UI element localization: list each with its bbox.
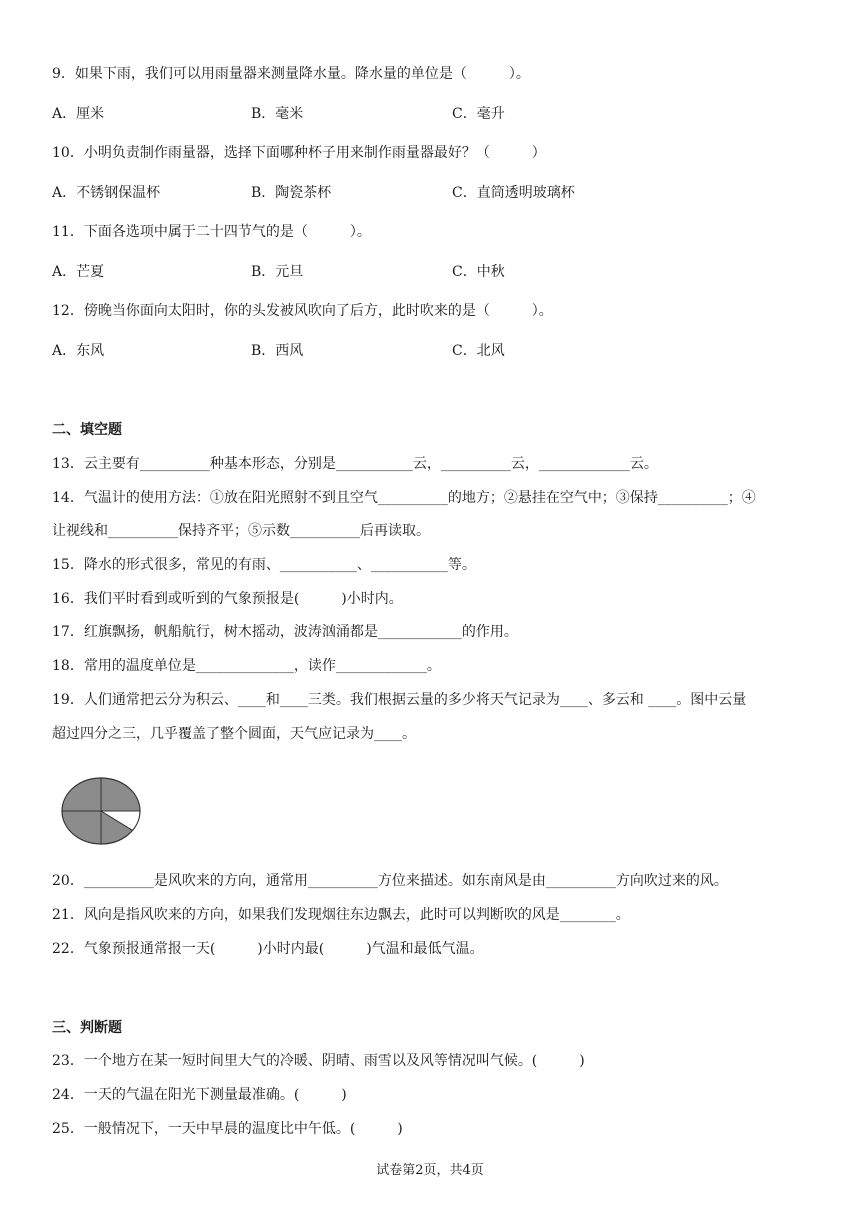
question-11-option-c: C．中秋: [452, 264, 505, 280]
question-25: 25．一般情况下，一天中早晨的温度比中午低。( ): [52, 1121, 403, 1137]
question-12-option-a: A．东风: [52, 343, 105, 359]
question-18: 18．常用的温度单位是______________，读作_____________。: [52, 658, 441, 674]
question-22: 22．气象预报通常报一天( )小时内最( )气温和最低气温。: [52, 941, 484, 957]
question-10-option-c: C．直筒透明玻璃杯: [452, 185, 575, 201]
question-21: 21．风向是指风吹来的方向，如果我们发现烟往东边飘去，此时可以判断吹的风是________。: [52, 907, 630, 923]
page-footer: 试卷第2页，共4页: [376, 1163, 484, 1178]
question-10-option-b: B．陶瓷茶杯: [251, 185, 332, 201]
section-true-false-heading: 三、判断题: [52, 1020, 122, 1036]
question-11-stem: 11．下面各选项中属于二十四节气的是（ ）。: [52, 224, 371, 240]
question-15: 15．降水的形式很多，常见的有雨、___________、___________等。: [52, 557, 476, 573]
question-9-stem: 9．如果下雨，我们可以用雨量器来测量降水量。降水量的单位是（ ）。: [52, 66, 530, 82]
question-14-line-2: 让视线和__________保持齐平；⑤示数__________后再读取。: [52, 523, 430, 539]
question-9-option-b: B．毫米: [251, 106, 304, 122]
section-fill-in-heading: 二、填空题: [52, 422, 122, 438]
question-9-option-a: A．厘米: [52, 106, 105, 122]
question-9-option-c: C．毫升: [452, 106, 505, 122]
question-10-stem: 10．小明负责制作雨量器，选择下面哪种杯子用来制作雨量器最好？（ ）: [52, 145, 546, 161]
question-17: 17．红旗飘扬，帆船航行，树木摇动，波涛汹涌都是____________的作用。: [52, 624, 518, 640]
question-23: 23．一个地方在某一短时间里大气的冷暖、阴晴、雨雪以及风等情况叫气候。( ): [52, 1053, 585, 1069]
question-19-line-2: 超过四分之三，几乎覆盖了整个圆面，天气应记录为____。: [52, 726, 416, 742]
question-14-line-1: 14．气温计的使用方法：①放在阳光照射不到且空气__________的地方；②悬挂在空气中；③保持__________；④: [52, 490, 756, 506]
question-24: 24．一天的气温在阳光下测量最准确。( ): [52, 1087, 347, 1103]
question-19-line-1: 19．人们通常把云分为积云、____和____三类。我们根据云量的多少将天气记录为____、多云和 ____。图中云量: [52, 692, 747, 708]
question-13: 13．云主要有__________种基本形态，分别是___________云，__________云，_____________云。: [52, 456, 658, 472]
question-12-option-c: C．北风: [452, 343, 505, 359]
question-12-stem: 12．傍晚当你面向太阳时，你的头发被风吹向了后方，此时吹来的是（ ）。: [52, 303, 553, 319]
cloud-cover-chart: [60, 776, 142, 846]
question-16: 16．我们平时看到或听到的气象预报是( )小时内。: [52, 591, 403, 607]
question-11-option-b: B．元旦: [251, 264, 304, 280]
question-10-option-a: A．不锈钢保温杯: [52, 185, 161, 201]
question-20: 20．__________是风吹来的方向，通常用__________方位来描述。如东南风是由__________方向吹过来的风。: [52, 873, 728, 889]
question-12-option-b: B．西风: [251, 343, 304, 359]
question-11-option-a: A．芒夏: [52, 264, 105, 280]
